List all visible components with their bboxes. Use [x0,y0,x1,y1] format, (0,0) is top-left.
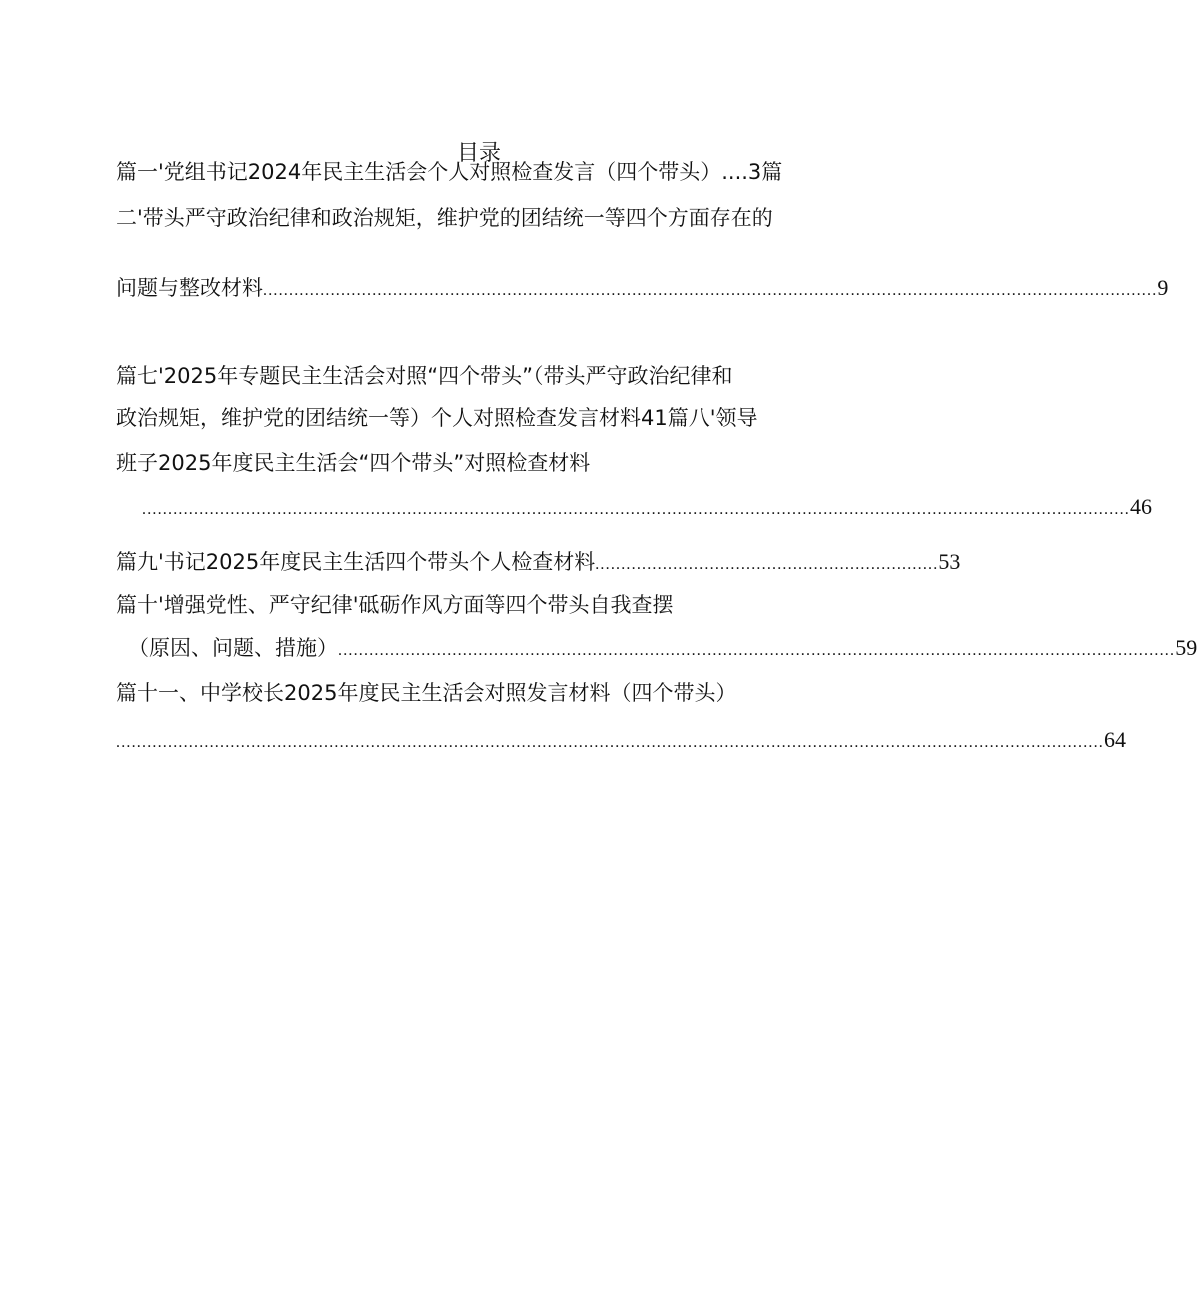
toc-entry-3-line-1 [116,547,961,580]
toc-entry-1-line-2: 二'带头严守政治纪律和政治规矩，维护党的团结统一等四个方面存在的 [116,206,773,230]
toc-entry-1-line-3-text: 问题与整改材料 [116,276,263,300]
toc-entry-2-line-1: 篇七'2025年专题民主生活会对照“四个带头”（带头严守政治纪律和 [116,364,733,388]
toc-entry-4-line-2 [128,633,1197,666]
toc-leader-dots: .................................................................. [595,556,939,573]
toc-entry-2-line-3: 班子2025年度民主生活会“四个带头”对照检查材料 [116,451,591,475]
toc-title: 目录 [456,141,501,166]
toc-entry-1-line-3 [116,273,1169,306]
toc-entry-3-line-1-text: 篇九'书记2025年度民主生活四个带头个人检查材料 [116,550,596,574]
toc-entry-1-page: 9 [1157,275,1169,300]
toc-entry-2-page: 46 [1130,494,1152,519]
toc-entry-5-page: 64 [1104,727,1126,752]
toc-entry-4-line-1: 篇十'增强党性、严守纪律'砥砺作风方面等四个带头自我查摆 [116,593,674,617]
toc-entry-2-line-2: 政治规矩，维护党的团结统一等）个人对照检查发言材料41篇八'领导 [116,406,758,430]
toc-entry-5-line-2 [116,725,1126,758]
toc-entry-2-line-4 [142,492,1152,525]
toc-entry-3-page: 53 [938,549,961,574]
toc-entry-5-line-1: 篇十一、中学校长2025年度民主生活会对照发言材料（四个带头） [116,681,737,705]
toc-leader-dots: .............................................................................................................................................................................................. [142,501,1130,518]
toc-entry-4-line-2-text: （原因、问题、措施） [128,636,338,660]
toc-leader-dots: ................................................................................................................................................................. [338,642,1176,659]
toc-leader-dots: .............................................................................................................................................................................................. [116,734,1104,751]
toc-leader-dots: ............................................................................................................................................................................ [263,282,1158,299]
toc-entry-4-page: 59 [1175,635,1197,660]
toc-entry-1-line-1: 篇一'党组书记2024年民主生活会个人对照检查发言（四个带头）....3篇 [116,160,783,184]
